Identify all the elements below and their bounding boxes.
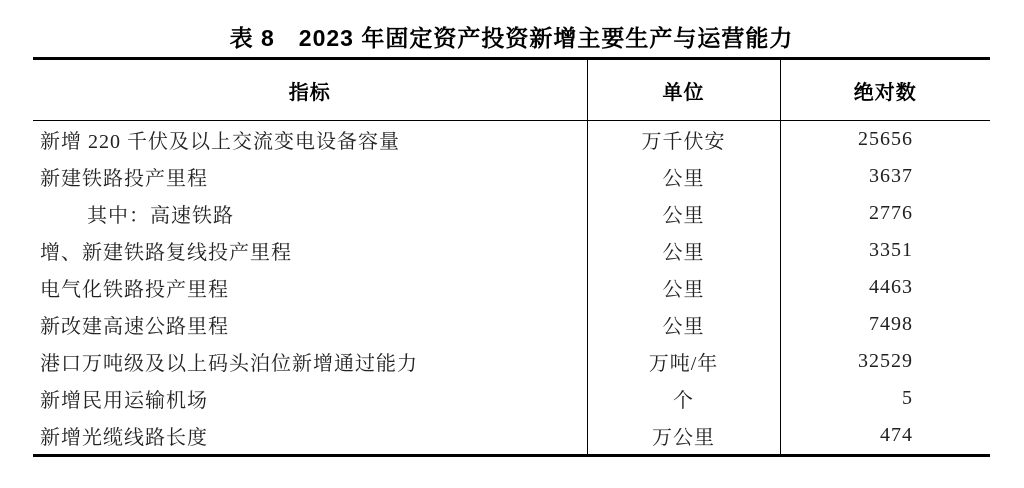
unit-cell: 万公里 (587, 417, 780, 456)
value-cell: 25656 (858, 128, 913, 150)
value-cell: 474 (880, 424, 913, 446)
indicator-cell: 港口万吨级及以上码头泊位新增通过能力 (40, 353, 418, 375)
value-cell: 3637 (869, 165, 913, 187)
value-cell: 3351 (869, 239, 913, 261)
value-cell: 4463 (869, 276, 913, 298)
unit-cell: 个 (587, 380, 780, 417)
unit-cell: 公里 (587, 232, 780, 269)
table-row (33, 232, 990, 269)
unit-cell: 公里 (587, 195, 780, 232)
value-cell: 2776 (869, 202, 913, 224)
col-header-value: 绝对数 (780, 59, 990, 121)
table-title: 表 8 2023 年固定资产投资新增主要生产与运营能力 (229, 25, 794, 51)
indicator-cell: 新增 220 千伏及以上交流变电设备容量 (40, 131, 400, 153)
value-cell: 5 (902, 387, 913, 409)
value-cell: 32529 (858, 350, 913, 372)
col-header-unit: 单位 (587, 59, 780, 121)
header-row (33, 59, 990, 121)
table-row (33, 121, 990, 159)
table-row (33, 195, 990, 232)
col-header-indicator: 指标 (33, 59, 587, 121)
unit-cell: 公里 (587, 269, 780, 306)
table-row (33, 269, 990, 306)
indicator-cell: 其中：高速铁路 (87, 205, 234, 227)
table-row (33, 158, 990, 195)
table-header (33, 59, 990, 121)
indicator-cell: 增、新建铁路复线投产里程 (40, 242, 292, 264)
unit-cell: 公里 (587, 306, 780, 343)
value-cell: 7498 (869, 313, 913, 335)
stat-table (33, 57, 990, 457)
indicator-cell: 新增光缆线路长度 (40, 427, 208, 449)
indicator-cell: 新改建高速公路里程 (40, 316, 229, 338)
table-body (33, 121, 990, 456)
table-row (33, 343, 990, 380)
unit-cell: 万吨/年 (587, 343, 780, 380)
indicator-cell: 新增民用运输机场 (40, 390, 208, 412)
indicator-cell: 新建铁路投产里程 (40, 168, 208, 190)
table-row (33, 417, 990, 456)
unit-cell: 万千伏安 (587, 121, 780, 159)
unit-cell: 公里 (587, 158, 780, 195)
table-row (33, 380, 990, 417)
indicator-cell: 电气化铁路投产里程 (40, 279, 229, 301)
table-row (33, 306, 990, 343)
